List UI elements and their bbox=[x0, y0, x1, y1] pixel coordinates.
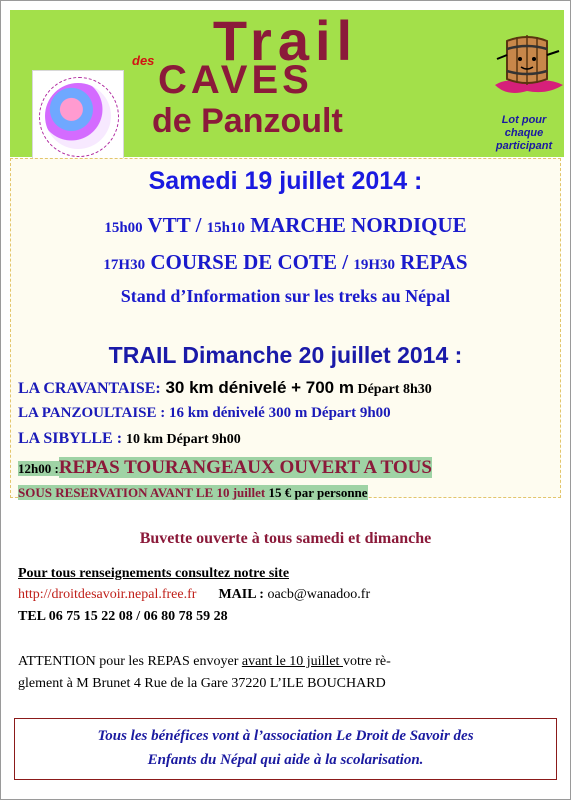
activity-course: COURSE DE COTE / bbox=[145, 250, 354, 274]
logo-emblem bbox=[45, 83, 111, 149]
prize-note bbox=[478, 114, 570, 153]
buvette-notice: Buvette ouverte à tous samedi et dimanche bbox=[139, 530, 432, 547]
meal-text: REPAS TOURANGEAUX OUVERT A TOUS bbox=[58, 457, 432, 478]
prize-note-line-3: participant bbox=[495, 140, 553, 152]
time-15h00: 15h00 bbox=[104, 220, 143, 236]
footer-box bbox=[14, 718, 557, 780]
race-sibylle-desc: 10 km Départ 9h00 bbox=[126, 432, 241, 447]
time-15h10: 15h10 bbox=[206, 220, 246, 236]
race-cravantaise-name: LA CRAVANTAISE: bbox=[18, 380, 161, 397]
prize-note-line-2: chaque bbox=[504, 127, 544, 139]
website-link[interactable]: http://droitdesavoir.nepal.free.fr bbox=[18, 587, 197, 602]
title-place: de Panzoult bbox=[152, 102, 343, 140]
race-panzoultaise: LA PANZOULTAISE : 16 km dénivelé 300 m Départ 9h00 bbox=[18, 405, 391, 421]
saturday-line-1 bbox=[0, 213, 571, 238]
race-cravantaise bbox=[18, 378, 432, 398]
saturday-title: Samedi 19 juillet 2014 : bbox=[148, 167, 423, 195]
race-cravantaise-start: Départ 8h30 bbox=[353, 382, 432, 397]
attention-part-1: ATTENTION pour les REPAS envoyer bbox=[18, 654, 242, 669]
saturday-line-2 bbox=[0, 250, 571, 275]
activity-vtt: VTT / bbox=[142, 213, 207, 237]
saturday-line-3: Stand d’Information sur les treks au Népal bbox=[120, 286, 451, 306]
prize-note-line-1: Lot pour bbox=[501, 114, 547, 126]
title-trail: Trail bbox=[212, 9, 359, 72]
mail-link[interactable]: oacb@wanadoo.fr bbox=[267, 587, 371, 602]
sunday-title: TRAIL Dimanche 20 juillet 2014 : bbox=[108, 342, 463, 368]
association-logo bbox=[32, 70, 124, 162]
reservation-line bbox=[18, 484, 368, 502]
reservation-text: SOUS RESERVATION AVANT LE 10 juillet bbox=[18, 485, 266, 500]
title-caves: CAVES bbox=[158, 58, 313, 102]
attention-line-1 bbox=[18, 654, 391, 670]
time-17h30: 17H30 bbox=[103, 257, 146, 273]
race-sibylle-name: LA SIBYLLE : bbox=[18, 430, 127, 447]
attention-line-2: glement à M Brunet 4 Rue de la Gare 37220 L’ILE BOUCHARD bbox=[18, 676, 386, 691]
activity-repas: REPAS bbox=[395, 250, 468, 274]
contact-line bbox=[18, 587, 370, 603]
race-cravantaise-desc: 30 km dénivelé + 700 m bbox=[160, 378, 354, 397]
race-sibylle bbox=[18, 430, 241, 448]
mail-label: MAIL : bbox=[218, 587, 268, 602]
phone-line: TEL 06 75 15 22 08 / 06 80 78 59 28 bbox=[18, 609, 228, 624]
attention-part-3: votre rè- bbox=[342, 654, 391, 669]
footer-line-2: Enfants du Népal qui aide à la scolarisation. bbox=[147, 752, 424, 768]
footer-line-1: Tous les bénéfices vont à l’association Le Droit de Savoir des bbox=[97, 728, 474, 744]
activity-marche: MARCHE NORDIQUE bbox=[245, 213, 467, 237]
attention-deadline: avant le 10 juillet bbox=[241, 654, 343, 669]
time-19h30: 19H30 bbox=[353, 257, 396, 273]
meal-line bbox=[18, 457, 432, 479]
contact-intro: Pour tous renseignements consultez notre site bbox=[18, 566, 290, 581]
reservation-price: 15 € par personne bbox=[265, 485, 368, 500]
meal-time: 12h00 : bbox=[18, 461, 59, 476]
title-des: des bbox=[132, 53, 155, 68]
